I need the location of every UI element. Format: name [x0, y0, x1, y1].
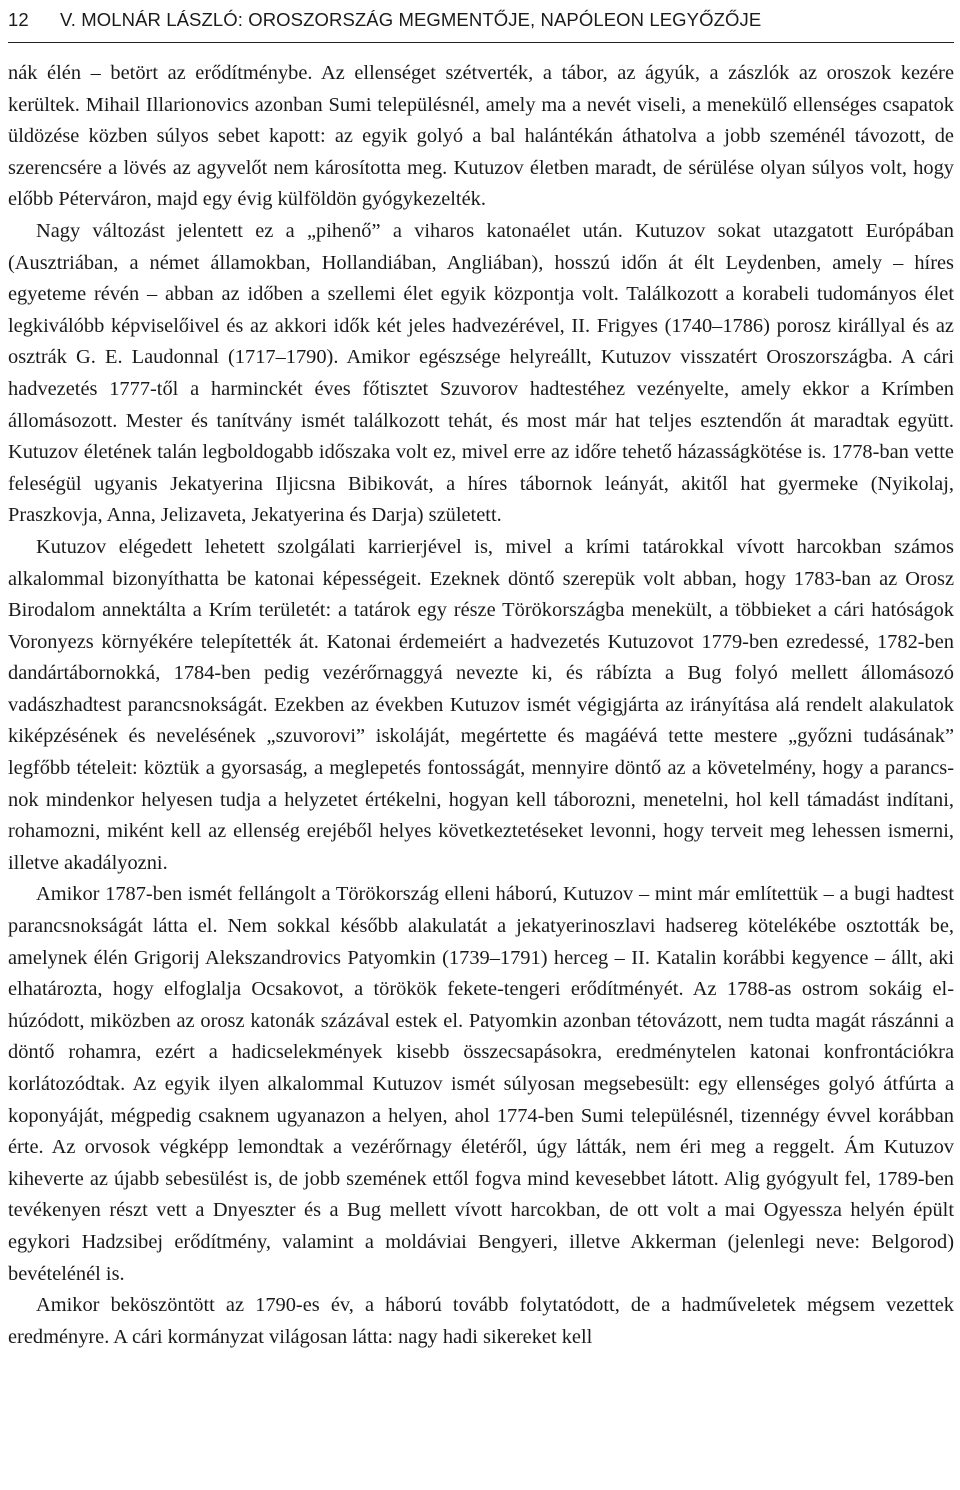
page-number: 12	[8, 9, 29, 30]
paragraph: nák élén – betört az erődítménybe. Az ellenséget szétverték, a tábor, az ágyúk, a zászlók az oroszok kezére kerültek. Mihail Illarionovics azonban Sumi településnél, amely ma a nevét viseli, a menekülő ellenséges csapatok üldözése közben súlyos sebet kapott: az egyik golyó a bal halántékán áthatolva a jobb szeménél távozott, de szerencsére a lövés az agyvelőt nem károsította meg. Kutuzov életben maradt, de sérülése olyan súlyos volt, hogy előbb Péterváron, majd egy évig külföldön gyógykezelték.	[8, 62, 954, 211]
running-header-title: V. MOLNÁR LÁSZLÓ: OROSZORSZÁG MEGMENTŐJE, NAPÓLEON LEGYŐZŐJE	[60, 9, 762, 30]
header-divider	[8, 42, 954, 43]
paragraph: Kutuzov elégedett lehetett szolgálati karrierjével is, mivel a krími tatárokkal vívott harcokban számos alkalommal bizonyíthatta be katonai képességeit. Ezeknek döntő szerepük volt abban, hogy 1783-ban az Orosz Birodalom annektálta a Krím területét: a tatárok egy része Törökországba menekült, a többieket a cári hatóságok Voronyezs környékére telepítették át. Katonai érdemeiért a hadvezetés Kutuzovot 1779-ben ezredessé, 1782-ben dandártábornokká, 1784-ben pedig vezérőrnaggyá nevezte ki, és rábízta a Bug folyó mellett állomásozó vadászhadtest parancsnokságát. Ezekben az években Kutuzov ismét végigjárta az irányítása alá rendelt alakulatok kiképzésének és nevelésének „szuvorovi” iskoláját, megértette és magáévá tette mestere „győzni tudásának” legfőbb tételeit: köztük a gyorsaság, a meglepetés fontosságát, mennyire döntő az a követelmény, hogy a parancsnok mindenkor helyesen tudja a helyzetet értékelni, hogyan kell táborozni, menetelni, hol kell támadást indítani, rohamozni, miként kell az ellenség erejéből helyes következtetéseket levonni, hogy terveit meg lehessen ismerni, illetve akadályozni.	[8, 535, 954, 874]
paragraph: Amikor beköszöntött az 1790-es év, a háború tovább folytatódott, de a hadműveletek mégsem vezettek eredményre. A cári kormányzat világosan látta: nagy hadi sikereket kell	[8, 1294, 954, 1348]
document-page	[8, 0, 954, 1490]
running-header	[8, 2, 954, 38]
paragraph: Nagy változást jelentett ez a „pihenő” a viharos katonaélet után. Kutuzov sokat utazgatott Európában (Ausztriában, a német államokban, Hollandiában, Angliában), hosszú időn át élt Leydenben, amely – híres egyeteme révén – abban az időben a szellemi élet egyik központja volt. Találkozott a korabeli tudományos élet legkiválóbb képviselőivel és az akkori idők két jeles hadvezérével, II. Frigyes (1740–1786) porosz királlyal és az osztrák G. E. Laudonnal (1717–1790). Amikor egészsége helyreállt, Kutuzov visszatért Oroszországba. A cári hadvezetés 1777-től a harminckét éves főtisztet Szuvorov hadtestéhez vezényelte, amely ekkor a Krímben állomásozott. Mester és tanítvány ismét találkozott tehát, és most már hat teljes esztendőn át maradtak együtt. Kutuzov életének talán legboldogabb időszaka volt ez, mivel erre az időre tehető házasságkötése is. 1778-ban vette feleségül ugyanis Jekatyerina Iljicsna Bibikovát, a híres tábornok leányát, akitől hat gyermeke (Nyikolaj, Praszkovja, Anna, Jelizaveta, Jekatyerina és Darja) született.	[8, 219, 954, 527]
body-text	[8, 58, 954, 1353]
paragraph: Amikor 1787-ben ismét fellángolt a Törökország elleni háború, Kutuzov – mint már említettük – a bugi hadtest parancsnokságát látta el. Nem sokkal később alakulatát a jekatyerinoszlavi hadsereg kötelékébe osztották be, amelynek élén Grigorij Alekszandrovics Patyomkin (1739–1791) herceg – II. Katalin korábbi kegyence – állt, aki elhatározta, hogy elfoglalja Ocsakovot, a törökök fekete-tengeri erődítményét. Az 1788-as ostrom sokáig elhúzódott, miközben az orosz katonák százával estek el. Patyomkin azonban tétovázott, nem tudta magát rászánni a döntő rohamra, ezért a hadicselekmények kisebb összecsapásokra, eredménytelen katonai konfrontációkra korlátozódtak. Az egyik ilyen alkalommal Kutuzov ismét súlyosan megsebesült: egy ellenséges golyó átfúrta a koponyáját, mégpedig csaknem ugyanazon a helyen, ahol 1774-ben Sumi településnél, tizennégy évvel korábban érte. Az orvosok végképp lemondtak a vezérőrnagy életéről, úgy látták, nem éri meg a reggelt. Ám Kutuzov kiheverte az újabb sebesülést is, de jobb szemének ettől fogva mind kevesebbet látott. Alig gyógyult fel, 1789-ben tevékenyen részt vett a Dnyeszter és a Bug mellett vívott harcokban, de ott volt a mai Ogyessza helyén épült egykori Hadzsibej erődítmény, valamint a moldáviai Bengyeri, illetve Akkerman (jelenlegi neve: Belgorod) bevételénél is.	[8, 883, 954, 1285]
